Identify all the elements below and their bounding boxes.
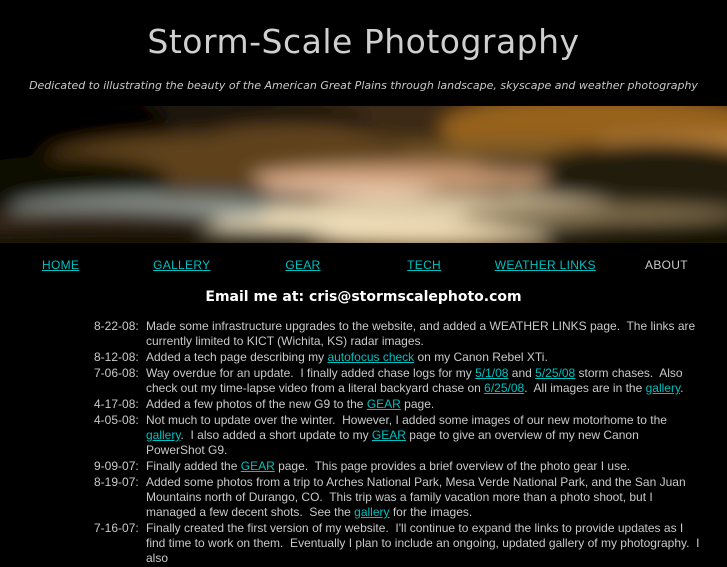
sunset-clouds-image — [0, 106, 727, 243]
update-date: 4-17-08: — [94, 397, 139, 411]
update-text: Added some photos from a trip to Arches National Park, Mesa Verde National Park, and the San Juan Mountains north of Durango, CO. This trip was a family vacation more than a photo shoot, but I managed a few decent shots. See the gallery for the images. — [146, 475, 689, 519]
nav-cell — [121, 256, 242, 274]
nav-bar — [0, 256, 727, 274]
inline-link-autofocus-check[interactable]: autofocus check — [327, 350, 415, 364]
update-entry-7-06-08 — [94, 366, 700, 396]
inline-link-gear[interactable]: GEAR — [366, 397, 401, 411]
email-line: Email me at: cris@stormscalephoto.com — [205, 289, 522, 305]
update-date: 9-09-07: — [94, 459, 139, 473]
update-entry-8-19-07 — [94, 475, 700, 520]
banner-photo — [0, 106, 727, 243]
page-subtitle: Dedicated to illustrating the beauty of the American Great Plains through landscape, skyscape and weather photography — [29, 79, 698, 92]
update-date: 7-06-08: — [94, 366, 139, 380]
inline-link-gear[interactable]: GEAR — [240, 459, 275, 473]
page-title: Storm-Scale Photography — [147, 22, 580, 61]
update-entry-4-05-08 — [94, 413, 700, 458]
update-entry-4-17-08 — [94, 397, 700, 412]
update-text: Finally added the GEAR page. This page provides a brief overview of the photo gear I use. — [146, 459, 631, 473]
nav-link-tech[interactable]: TECH — [407, 258, 442, 272]
nav-cell — [485, 256, 606, 274]
update-text: Made some infrastructure upgrades to the website, and added a WEATHER LINKS page. The links are currently limited to KICT (Wichita, KS) radar images. — [146, 319, 699, 348]
update-date: 8-12-08: — [94, 350, 139, 364]
update-date: 7-16-07: — [94, 521, 139, 535]
nav-cell — [606, 256, 727, 274]
update-entry-9-09-07 — [94, 459, 700, 474]
update-text: Added a tech page describing my autofocus check on my Canon Rebel XTi. — [146, 350, 548, 364]
nav-link-gear[interactable]: GEAR — [285, 258, 321, 272]
update-text: Not much to update over the winter. However, I added some images of our new motorhome to the gallery. I also added a short update to my GEAR page to give an overview of my new Canon PowerShot G9. — [146, 413, 671, 457]
inline-link-6-25-08[interactable]: 6/25/08 — [484, 381, 525, 395]
inline-link-gallery[interactable]: gallery — [645, 381, 681, 395]
update-entry-8-12-08 — [94, 350, 700, 365]
inline-link-5-25-08[interactable]: 5/25/08 — [535, 366, 576, 380]
nav-cell — [0, 256, 121, 274]
update-text: Finally created the first version of my website. I'll continue to expand the links to provide updates as I find time to work on them. Eventually I plan to include an ongoing, updated gallery of my photography. I also — [146, 521, 703, 565]
update-text: Added a few photos of the new G9 to the GEAR page. — [146, 397, 435, 411]
update-entry-7-16-07 — [94, 521, 703, 566]
update-date: 8-19-07: — [94, 475, 139, 489]
nav-link-home[interactable]: HOME — [41, 258, 80, 272]
nav-cell — [364, 256, 485, 274]
update-date: 4-05-08: — [94, 413, 139, 427]
nav-item-about: ABOUT — [645, 258, 688, 272]
inline-link-5-1-08[interactable]: 5/1/08 — [475, 366, 509, 380]
inline-link-gallery[interactable]: gallery — [146, 428, 181, 442]
inline-link-gear[interactable]: GEAR — [371, 428, 406, 442]
update-entry-8-22-08 — [94, 319, 700, 349]
update-text: Way overdue for an update. I finally added chase logs for my 5/1/08 and 5/25/08 storm chases. Also check out my time-lapse video from a literal backyard chase on 6/25/08. All images are in the gallery. — [146, 366, 686, 395]
update-date: 8-22-08: — [94, 319, 139, 333]
updates-list — [94, 319, 703, 566]
nav-link-gallery[interactable]: GALLERY — [153, 258, 211, 272]
nav-cell — [242, 256, 363, 274]
inline-link-gallery[interactable]: gallery — [354, 505, 390, 519]
nav-link-weather-links[interactable]: WEATHER LINKS — [494, 258, 596, 272]
